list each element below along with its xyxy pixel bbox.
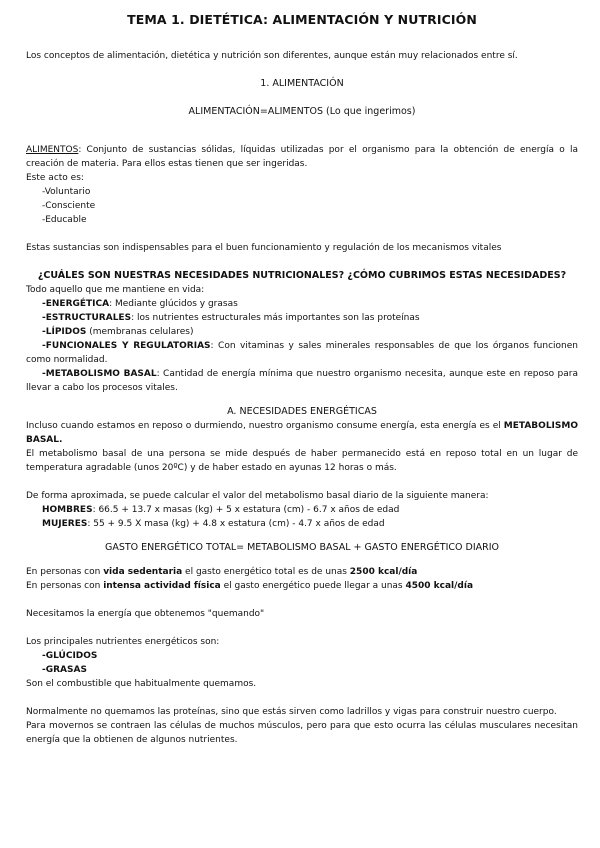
need-term: -LÍPIDOS xyxy=(42,327,87,337)
total-expenditure-heading: GASTO ENERGÉTICO TOTAL= METABOLISMO BASAL + GASTO ENERGÉTICO DIARIO xyxy=(104,542,500,553)
nutrient-glucidos: -GLÚCIDOS xyxy=(42,651,98,661)
document-page xyxy=(26,12,578,747)
fuel-line: Son el combustible que habitualmente quemamos. xyxy=(26,679,257,689)
section-1-heading: 1. ALIMENTACIÓN xyxy=(260,78,344,89)
need-item-funcionales: -FUNCIONALES Y REGULATORIAS: Con vitaminas y sales minerales responsables de que los órganos funcionen como normalidad. xyxy=(26,341,578,365)
burn-line: Necesitamos la energía que obtenemos "quemando" xyxy=(26,609,265,619)
measurement-paragraph: El metabolismo basal de una persona se mide después de haber permanecido está en reposo total en un lugar de temperatura agradable (unos 20ºC) y de haber estado en ayunas 12 horas o más. xyxy=(26,449,578,473)
needs-heading: ¿CUÁLES SON NUESTRAS NECESIDADES NUTRICIONALES? ¿CÓMO CUBRIMOS ESTAS NECESIDADES? xyxy=(37,270,567,281)
active-line: En personas con intensa actividad física el gasto energético puede llegar a unas 4500 kcal/día xyxy=(26,581,474,591)
need-term: -METABOLISMO BASAL xyxy=(42,369,157,379)
need-item-estructurales: -ESTRUCTURALES: los nutrientes estructurales más importantes son las proteínas xyxy=(42,313,420,323)
need-term: -ENERGÉTICA xyxy=(42,299,110,309)
act-item-educable: -Educable xyxy=(42,215,87,225)
men-formula: HOMBRES: 66.5 + 13.7 x masas (kg) + 5 x estatura (cm) - 6.7 x años de edad xyxy=(42,505,400,515)
alimentos-text: : Conjunto de sustancias sólidas, líquidas utilizadas por el organismo para la obtención de energía o la creación de materia. Para ellos estas tienen que ser ingeridas. xyxy=(26,145,578,169)
nutrient-grasas: -GRASAS xyxy=(42,665,87,675)
muscles-paragraph: Para movernos se contraen las células de muchos músculos, pero para que esto ocurra las células musculares necesitan energía que la obtienen de algunos nutrientes. xyxy=(26,721,578,745)
needs-intro: Todo aquello que me mantiene en vida: xyxy=(26,285,205,295)
sedentary-value: 2500 kcal/día xyxy=(349,567,418,577)
alimentos-term: ALIMENTOS xyxy=(26,145,79,155)
section-1-closing: Estas sustancias son indispensables para el buen funcionamiento y regulación de los mecanismos vitales xyxy=(26,243,502,253)
women-formula: MUJERES: 55 + 9.5 X masa (kg) + 4.8 x estatura (cm) - 4.7 x años de edad xyxy=(42,519,385,529)
need-item-metabolismo: -METABOLISMO BASAL: Cantidad de energía mínima que nuestro organismo necesita, aunque este en reposo para llevar a cabo los procesos vitales. xyxy=(26,369,578,393)
metabolismo-basal-term: METABOLISMO BASAL. xyxy=(26,421,578,445)
act-intro: Este acto es: xyxy=(26,173,84,183)
section-1-subheading: ALIMENTACIÓN=ALIMENTOS (Lo que ingerimos) xyxy=(188,106,416,117)
calculation-intro: De forma aproximada, se puede calcular el valor del metabolismo basal diario de la siguiente manera: xyxy=(26,491,489,501)
act-item-consciente: -Consciente xyxy=(42,201,96,211)
need-item-lipidos: -LÍPIDOS (membranas celulares) xyxy=(42,327,194,337)
need-item-energetica: -ENERGÉTICA: Mediante glúcidos y grasas xyxy=(42,299,238,309)
act-item-voluntario: -Voluntario xyxy=(42,187,91,197)
need-term: -FUNCIONALES Y REGULATORIAS xyxy=(42,341,211,351)
need-term: -ESTRUCTURALES xyxy=(42,313,132,323)
document-title: TEMA 1. DIETÉTICA: ALIMENTACIÓN Y NUTRICIÓN xyxy=(127,12,477,27)
proteins-paragraph: Normalmente no quemamos las proteínas, sino que estás sirven como ladrillos y vigas para construir nuestro cuerpo. xyxy=(26,707,557,717)
intro-paragraph: Los conceptos de alimentación, dietética y nutrición son diferentes, aunque están muy relacionados entre sí. xyxy=(26,51,518,61)
nutrients-intro: Los principales nutrientes energéticos son: xyxy=(26,637,220,647)
active-value: 4500 kcal/día xyxy=(405,581,474,591)
section-a-heading: A. NECESIDADES ENERGÉTICAS xyxy=(227,406,377,417)
metabolism-paragraph: Incluso cuando estamos en reposo o durmiendo, nuestro organismo consume energía, esta energía es el METABOLISMO BASAL. xyxy=(26,421,578,445)
sedentary-line: En personas con vida sedentaria el gasto energético total es de unas 2500 kcal/día xyxy=(26,567,418,577)
alimentos-definition xyxy=(26,143,578,171)
